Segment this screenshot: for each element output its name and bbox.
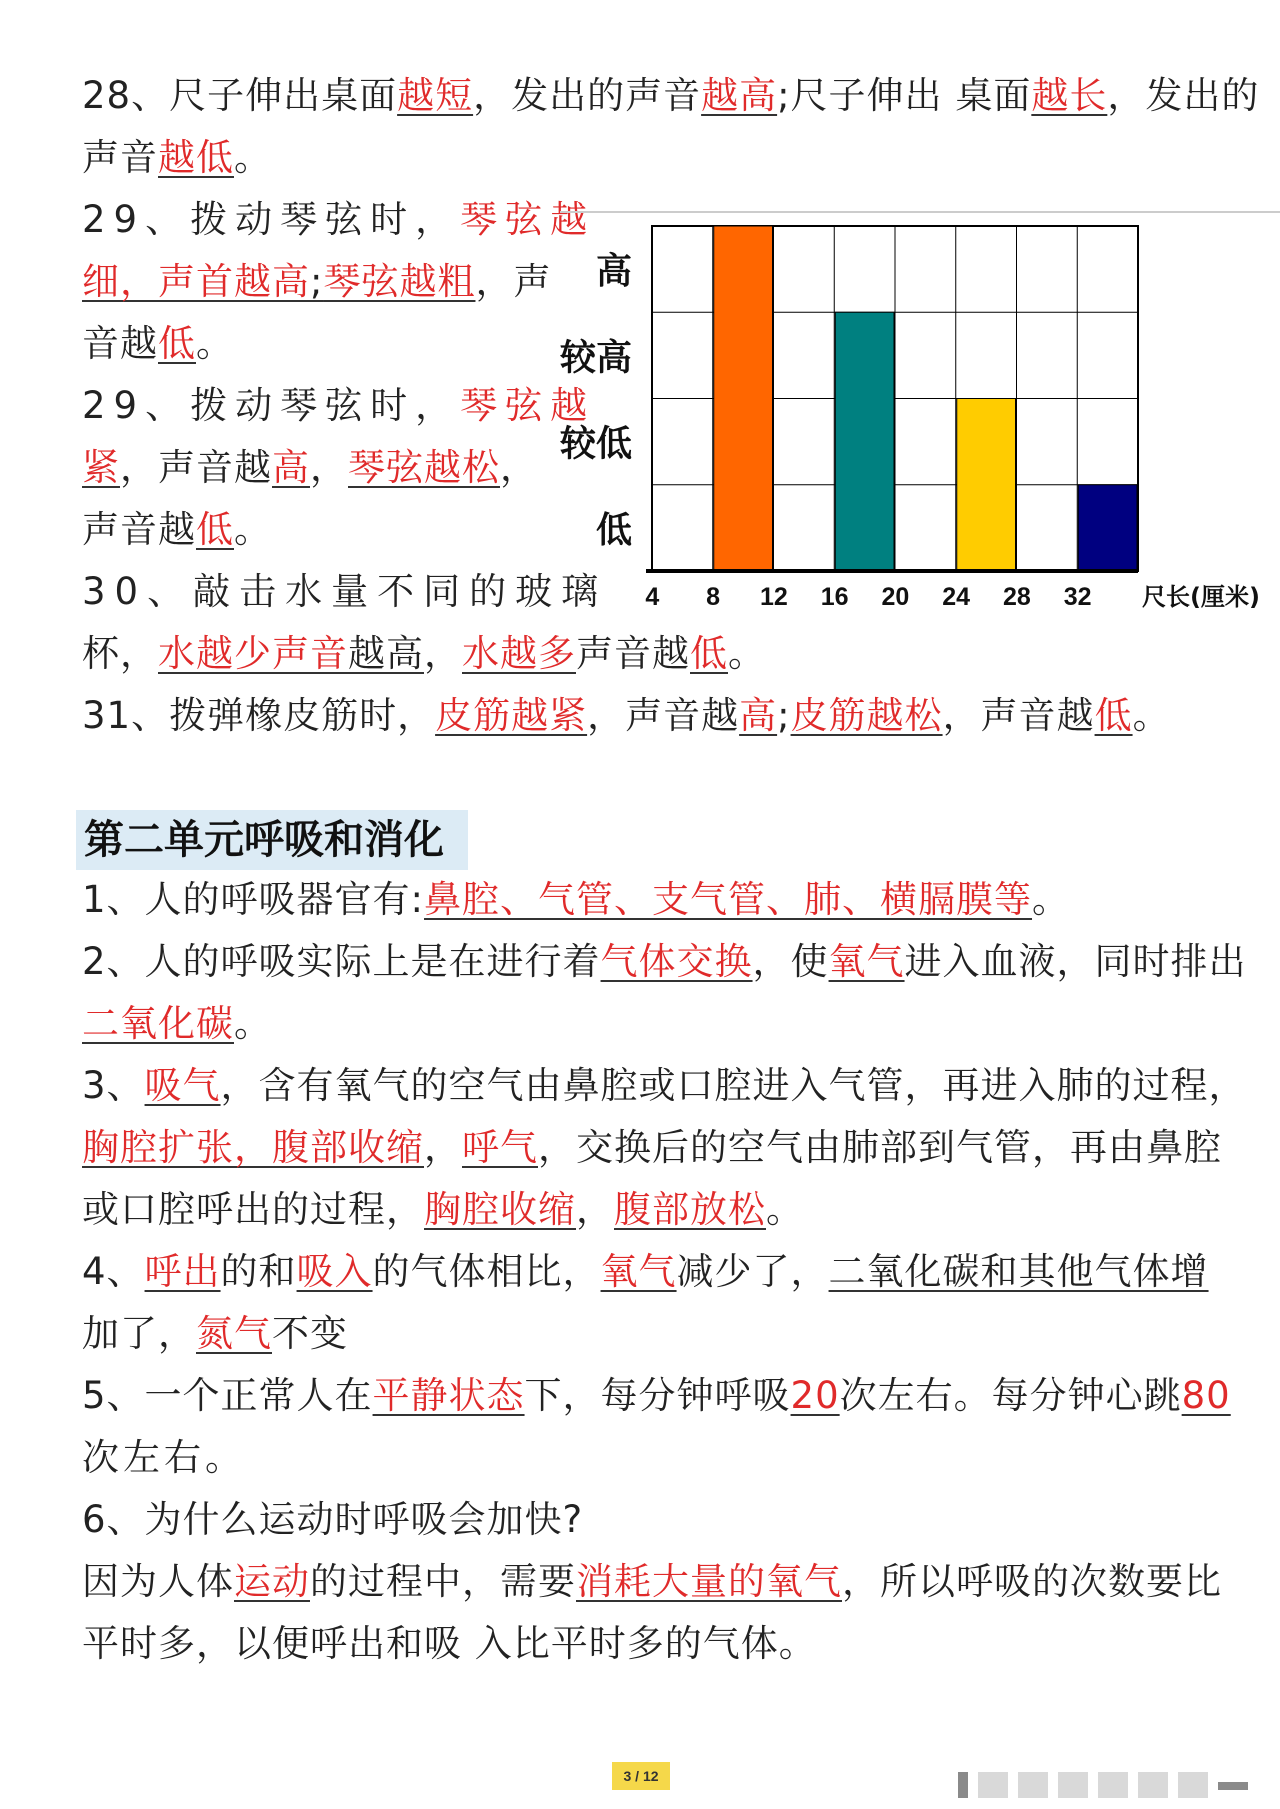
text: ，声: [475, 260, 552, 303]
text-line-29f: [82, 508, 272, 552]
unit2-line-6c: [82, 1622, 817, 1666]
x-tick-label: 16: [820, 583, 849, 611]
text: ，声音越: [120, 446, 272, 489]
text: ，声音越: [587, 694, 740, 737]
text: ，发出的声音: [473, 74, 702, 117]
text: 3、: [82, 1064, 145, 1107]
text: 因为人体: [82, 1560, 234, 1603]
unit2-line-4b: [82, 1312, 348, 1356]
text: ，使: [752, 940, 829, 983]
text: ，: [424, 632, 462, 675]
answer: 琴弦越松: [348, 446, 500, 489]
text-line-29a: [82, 198, 595, 242]
x-tick-label: 32: [1063, 583, 1092, 611]
text: 加了: [82, 1312, 158, 1355]
text: ，发出的: [1107, 74, 1260, 117]
text: 越: [348, 632, 386, 675]
x-tick-label: 20: [881, 583, 910, 611]
unit2-line-4: [82, 1250, 1209, 1294]
answer: 鼻腔、气管、支气管、肺、横膈膜等: [424, 878, 1033, 921]
unit2-line-3: [82, 1064, 1247, 1108]
watermark-bar: [1098, 1772, 1128, 1798]
text-line-30b: [82, 632, 766, 676]
text: ，交换后的空气由肺部到气管，再由鼻腔: [538, 1126, 1222, 1169]
answer: 运动: [234, 1560, 310, 1603]
text: ，: [576, 1188, 614, 1231]
text: ;: [310, 260, 324, 303]
unit2-line-3c: [82, 1188, 804, 1232]
text: 进入血液，同时排出: [904, 940, 1247, 983]
text: 30、敲击水量不同的玻璃: [82, 570, 608, 613]
answer: 胸腔收缩: [424, 1188, 576, 1231]
text: 不变: [272, 1312, 348, 1355]
text-line-29d: [82, 384, 595, 428]
text: 声音越: [82, 508, 196, 551]
x-tick-label: 8: [706, 583, 721, 611]
unit2-line-5b: [82, 1436, 246, 1480]
text: 高: [386, 632, 424, 675]
text: 的和: [220, 1250, 297, 1293]
answer: 越短: [397, 74, 474, 117]
text: ，: [500, 446, 538, 489]
text: 。: [1132, 694, 1171, 737]
answer: 吸入: [296, 1250, 373, 1293]
unit2-line-2b: [82, 1002, 272, 1046]
answer: 平静状态: [372, 1374, 525, 1417]
answer: 腹部放松: [614, 1188, 766, 1231]
bar-8cm: [714, 226, 773, 571]
answer: 琴弦越: [460, 198, 596, 241]
answer: 高: [739, 694, 778, 737]
answer: 琴弦越: [460, 384, 596, 427]
watermark-bar: [1138, 1772, 1168, 1798]
text: 。: [766, 1188, 804, 1231]
text: 平时多，以便呼出和吸 入比平时多的气体。: [82, 1622, 817, 1665]
text: 。: [234, 1002, 272, 1045]
text: 声音越: [576, 632, 690, 675]
bar-16cm: [835, 312, 894, 571]
text: 或口腔呼出的过程，: [82, 1188, 424, 1231]
y-level-label: 高: [595, 251, 632, 293]
x-tick-label: 24: [942, 583, 971, 611]
text: ，: [310, 446, 348, 489]
answer: 皮筋越松: [790, 694, 943, 737]
text: 1、人的呼吸器官有:: [82, 878, 425, 921]
text: 。: [1032, 878, 1071, 921]
answer: 紧: [82, 446, 120, 489]
unit2-line-5: [82, 1374, 1231, 1418]
text: 次左右。: [82, 1436, 246, 1479]
text: 减少了，: [676, 1250, 829, 1293]
text-line-29e: [82, 446, 538, 490]
x-tick-label: 28: [1002, 583, 1031, 611]
text: ;: [777, 694, 791, 737]
text: 的过程中，需要: [310, 1560, 576, 1603]
text: ，: [158, 1312, 196, 1355]
answer: 低: [196, 508, 234, 551]
watermark-bar: [978, 1772, 1008, 1798]
answer: 消耗大量的氧气: [576, 1560, 842, 1603]
unit2-line-6b: [82, 1560, 1222, 1604]
y-level-label: 较高: [560, 337, 632, 379]
answer: 皮筋越紧: [435, 694, 588, 737]
unit2-line-2: [82, 940, 1247, 984]
answer: 琴弦越粗: [323, 260, 476, 303]
section-heading: 第二单元呼吸和消化: [76, 810, 468, 870]
watermark-bar: [1018, 1772, 1048, 1798]
text: 的气体相比，: [372, 1250, 601, 1293]
unit2-line-6: [82, 1498, 583, 1542]
text-line-28b: [82, 136, 272, 180]
answer: 20: [790, 1374, 840, 1417]
text: ，所以呼吸的次数要比: [842, 1560, 1222, 1603]
y-level-label: 低: [595, 509, 632, 551]
bar-32cm: [1078, 485, 1137, 571]
text: 29、拨动琴弦时，: [82, 384, 461, 427]
x-axis-label: 尺长(厘米): [1142, 583, 1260, 611]
text-line-31: [82, 694, 1171, 738]
answer: 胸腔扩张，腹部收缩: [82, 1126, 424, 1169]
page-number: 3 / 12: [612, 1762, 670, 1790]
text-line-29c: [82, 322, 234, 366]
answer: 氧气: [828, 940, 905, 983]
text-line-28: [82, 74, 1259, 118]
answer: 低: [1094, 694, 1133, 737]
answer: 氮气: [196, 1312, 272, 1355]
answer: 气体交换: [600, 940, 753, 983]
bar-24cm: [957, 399, 1016, 572]
answer: 呼出: [144, 1250, 221, 1293]
y-level-label: 较低: [560, 423, 632, 465]
answer: 氧气: [600, 1250, 677, 1293]
answer: 越低: [158, 136, 234, 179]
text: 6、为什么运动时呼吸会加快?: [82, 1498, 584, 1541]
text: 4、: [82, 1250, 145, 1293]
text: 28、尺子伸出桌面: [82, 74, 398, 117]
watermark-bar: [958, 1772, 968, 1798]
answer: 二氧化碳: [82, 1002, 234, 1045]
text: 。: [234, 508, 272, 551]
answer: 低: [690, 632, 728, 675]
answer: 低: [158, 322, 196, 365]
text: 次左右。每分钟心跳: [839, 1374, 1182, 1417]
answer: 二氧化碳和其他气体增: [828, 1250, 1209, 1293]
answer: 细，声首越高: [82, 260, 310, 303]
watermark-bar: [1218, 1782, 1248, 1790]
text: 29、拨动琴弦时，: [82, 198, 461, 241]
pitch-bar-chart: [560, 200, 1280, 620]
watermark-bar: [1058, 1772, 1088, 1798]
answer: 水越少声音: [158, 632, 348, 675]
text: ，: [424, 1126, 462, 1169]
text: 5、一个正常人在: [82, 1374, 373, 1417]
watermark-bar: [1178, 1772, 1208, 1798]
answer: 高: [272, 446, 310, 489]
answer: 80: [1181, 1374, 1231, 1417]
text: ，声音越: [942, 694, 1095, 737]
text: 下，每分钟呼吸: [524, 1374, 791, 1417]
text: 31、拨弹橡皮筋时，: [82, 694, 436, 737]
text: ;尺子伸出 桌面: [777, 74, 1032, 117]
text: 。: [196, 322, 234, 365]
text: 2、人的呼吸实际上是在进行着: [82, 940, 601, 983]
text: 。: [728, 632, 766, 675]
text: 杯，: [82, 632, 158, 675]
text-line-30a: [82, 570, 607, 614]
unit2-line-3b: [82, 1126, 1222, 1170]
text: 。: [234, 136, 272, 179]
x-tick-label: 4: [645, 583, 660, 611]
x-tick-label: 12: [759, 583, 788, 611]
text: 声音: [82, 136, 158, 179]
unit2-line-1: [82, 878, 1070, 922]
answer: 吸气: [144, 1064, 221, 1107]
answer: 越高: [701, 74, 778, 117]
answer: 呼气: [462, 1126, 538, 1169]
answer: 水越多: [462, 632, 576, 675]
text-line-29b: [82, 260, 551, 304]
text: ，含有氧气的空气由鼻腔或口腔进入气管，再进入肺的过程，: [220, 1064, 1247, 1107]
text: 音越: [82, 322, 158, 365]
answer: 越长: [1031, 74, 1108, 117]
